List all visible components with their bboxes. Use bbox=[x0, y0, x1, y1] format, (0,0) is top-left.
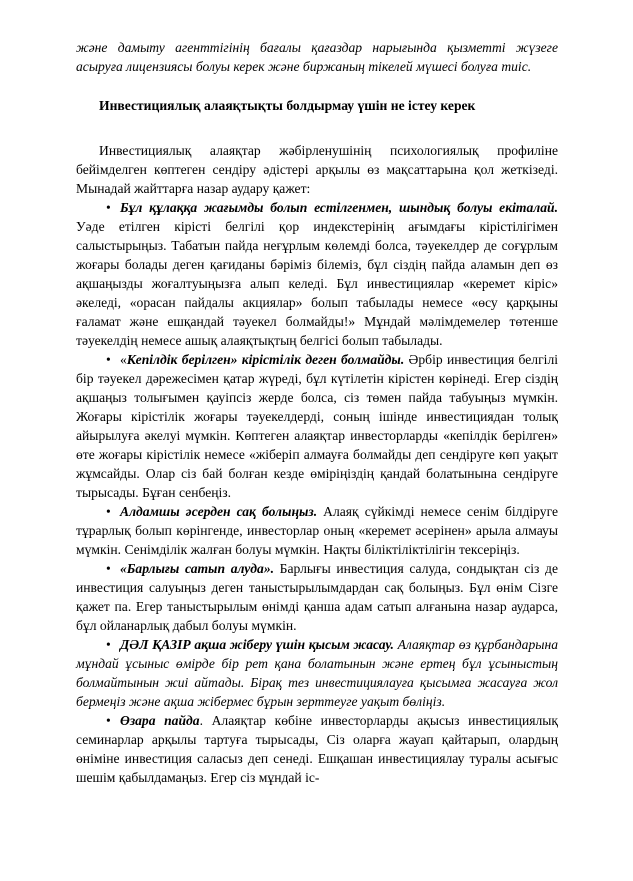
item-title: ДӘЛ ҚАЗІР ақша жіберу үшін қысым жасау. bbox=[120, 637, 394, 652]
item-body: Алаяқтар өз құрбандарына мұндай ұсыныс өмірде бір рет қана болатынын және ертең бұл ұсыныстың болмайтынын жиі айтады. Бірақ тез инвестициялауға қысымға жасауға жол бермеңіз және ақша жібермес бұрын зерттеуге уақыт бөліңіз. bbox=[76, 637, 558, 709]
bullet-icon: • bbox=[106, 713, 111, 728]
bullet-icon: • bbox=[106, 200, 111, 215]
list-item bbox=[76, 350, 558, 502]
section-heading: Инвестициялық алаяқтықты болдырмау үшін не істеу керек bbox=[99, 98, 476, 113]
item-title: Өзара пайда bbox=[120, 713, 200, 728]
item-body: Барлығы инвестиция салуда, сондықтан сіз де инвестиция салуыңыз деген таныстырылымдардан сақ болыңыз. Бұл өнім Сізге қажет па. Егер таныстырылым өнімді қанша адам сатып алғанына назар аударса, бұл ойланарлық дабыл болуы мүмкін. bbox=[76, 561, 559, 633]
list-item bbox=[76, 711, 558, 787]
bullet-icon: • bbox=[106, 637, 111, 652]
list-item bbox=[76, 559, 558, 635]
list-item bbox=[76, 502, 558, 559]
item-title: Алдамшы әсерден сақ болыңыз. bbox=[120, 504, 318, 519]
bullet-icon: • bbox=[106, 561, 111, 576]
document-page bbox=[76, 38, 558, 787]
item-prefix: « bbox=[120, 352, 127, 367]
lead-paragraph: Инвестициялық алаяқтар жәбірленушінің психологиялық профиліне бейімделген көптеген сендіру әдістері арқылы өз мақсаттарына қол жеткізеді. Мынадай жайттарға назар аудару қажет: bbox=[76, 143, 558, 196]
list-item bbox=[76, 198, 558, 350]
item-title: Бұл құлаққа жағымды болып естілгенмен, шындық болуы екіталай. bbox=[120, 200, 558, 215]
intro-paragraph: және дамыту агенттігінің бағалы қағаздар нарығында қызметті жүзеге асыруға лицензиясы болуы керек және биржаның тікелей мүшесі болуға тиіс. bbox=[76, 40, 558, 74]
item-title: Кепілдік берілген» кірістілік деген болмайды. bbox=[126, 352, 405, 367]
item-title: «Барлығы сатып алуда». bbox=[120, 561, 275, 576]
item-body: Уәде етілген кірісті белгілі қор индекстерінің ағымдағы кірістілігімен салыстырыңыз. Табатын пайда неғұрлым көлемді болса, тәуекелдер де соғұрлым жоғары болады деген қағиданы бәріміз білеміз, бұл сіздің пайда аламын деп өз ақшаңызды жоғалтуыңызға алып келеді. Бұл инвестициялар «керемет кіріс» әкеледі, «орасан пайдалы акциялар» болып табылады немесе «өсу қарқыны ғаламат және ешқандай тәуекел болмайды!» Мұндай мәлімдемелер төтенше тәуекелдің немесе ашық алаяқтықтың белгісі болып табылады. bbox=[76, 219, 558, 348]
item-body: . Алаяқтар көбіне инвесторларды ақысыз инвестициялық семинарлар арқылы тартуға тырысады, Сіз оларға жауап қайтарып, олардың өніміне инвестиция саласыз деп сенеді. Ешқашан инвестициялау туралы асығыс шешім қабылдамаңыз. Егер сіз мұндай іс- bbox=[76, 713, 558, 785]
bullet-icon: • bbox=[106, 352, 111, 367]
bullet-icon: • bbox=[106, 504, 111, 519]
item-body: Алаяқ сүйкімді немесе сенім білдіруге тұрарлық болып көрінгенде, инвесторлар оның «керемет әсерінен» арыла алмауы мүмкін. Сенімділік жалған болуы мүмкін. Нақты біліктіліктілігін тексеріңіз. bbox=[76, 504, 558, 557]
list-item bbox=[76, 635, 558, 711]
item-body: Әрбір инвестиция белгілі бір тәуекел дәрежесімен қатар жүреді, бұл күтілетін кірістен көрінеді. Егер сіздің ақшаңыз толығымен қауіпсіз жерде болса, сіз төмен пайда табуыңыз мүмкін. Жоғары кірістілік жоғары тәуекелдерді, соның ішінде инвестициядан толық айырылуға әкелуі мүмкін. Көптеген алаяқтар инвесторларды «кепілдік берілген» өте жоғары кірістілік немесе «жіберіп алмауға болмайды деп сендіруге көп уақыт жұмсайды. Олар сіз бай болған кезде өміріңіздің қандай болатынына сендіруге тырысады. Бұған сенбеңіз. bbox=[76, 352, 559, 500]
